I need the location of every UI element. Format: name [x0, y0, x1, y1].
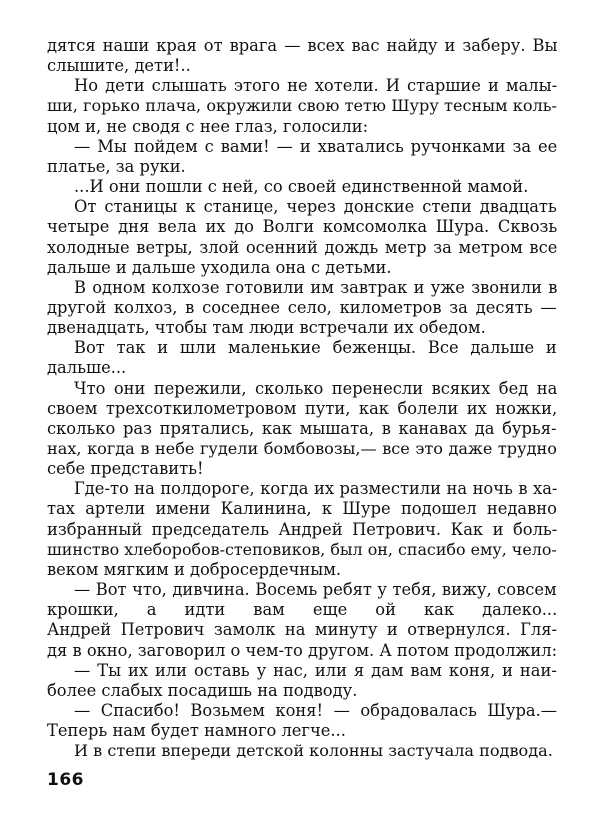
text-line: себе представить! — [47, 459, 204, 479]
page-number: 166 — [47, 770, 84, 790]
text-line: Теперь нам будет намного легче... — [47, 721, 346, 741]
text-line: слышите, дети!.. — [47, 56, 191, 76]
text-line: крошки, а идти вам еще ой как далеко... — [47, 600, 558, 620]
text-line: Что они пережили, сколько перенесли всяких бед на — [74, 378, 558, 398]
text-line: В одном колхозе готовили им завтрак и уже звонили в — [74, 277, 558, 297]
text-line: дальше и дальше уходила она с детьми. — [47, 257, 392, 277]
text-line: ...И они пошли с ней, со своей единственной мамой. — [74, 177, 529, 197]
text-line: — Вот что, дивчина. Восемь ребят у тебя, вижу, совсем — [74, 580, 557, 600]
text-line: — Мы пойдем с вами! — и хватались ручонками за ее — [74, 136, 558, 156]
text-line: цом и, не сводя с нее глаз, голосили: — [47, 116, 369, 136]
text-line: нах, когда в небе гудели бомбовозы,— все это даже трудно — [47, 439, 557, 458]
text-line: другой колхоз, в соседнее село, километров за десять — — [47, 297, 557, 317]
text-line: двенадцать, чтобы там люди встречали их обедом. — [47, 318, 486, 338]
text-line: — Ты их или оставь у нас, или я дам вам коня, и наи- — [74, 660, 557, 680]
text-line: избранный председатель Андрей Петрович. Как и боль- — [47, 519, 558, 539]
text-line: дальше... — [47, 358, 127, 378]
text-line: четыре дня вела их до Волги комсомолка Шура. Сквозь — [47, 217, 558, 237]
text-line: Где-то на полдороге, когда их разместили на ночь в ха- — [74, 479, 558, 499]
text-line: платье, за руки. — [47, 156, 186, 176]
text-line: Андрей Петрович замолк на минуту и отвернулся. Гля- — [47, 620, 557, 640]
text-line: — Спасибо! Возьмем коня! — обрадовалась Шура.— — [74, 700, 558, 720]
text-line: дя в окно, заговорил о чем-то другом. А потом продолжил: — [47, 640, 558, 660]
text-line: тах артели имени Калинина, к Шуре подошел недавно — [47, 499, 557, 519]
text-line: сколько раз прятались, как мышата, в канавах да бурья- — [47, 418, 557, 438]
text-line: холодные ветры, злой осенний дождь метр за метром все — [47, 237, 558, 257]
text-line: И в степи впереди детской колонны застучала подвода. — [74, 741, 553, 761]
text-line: дятся наши края от врага — всех вас найду и заберу. Вы — [47, 36, 558, 55]
text-line: ши, горько плача, окружили свою тетю Шуру тесным коль- — [47, 96, 557, 116]
text-line: более слабых посадишь на подводу. — [47, 680, 358, 700]
text-line: От станицы к станице, через донские степи двадцать — [74, 197, 557, 217]
text-line: веком мягким и добросердечным. — [47, 559, 342, 579]
text-line: Вот так и шли маленькие беженцы. Все дальше и — [74, 338, 557, 358]
text-line: своем трехсоткилометровом пути, как болели их ножки, — [47, 398, 558, 418]
text-line: Но дети слышать этого не хотели. И старшие и малы- — [74, 76, 558, 96]
text-line: шинство хлеборобов-степовиков, был он, спасибо ему, чело- — [47, 539, 557, 559]
